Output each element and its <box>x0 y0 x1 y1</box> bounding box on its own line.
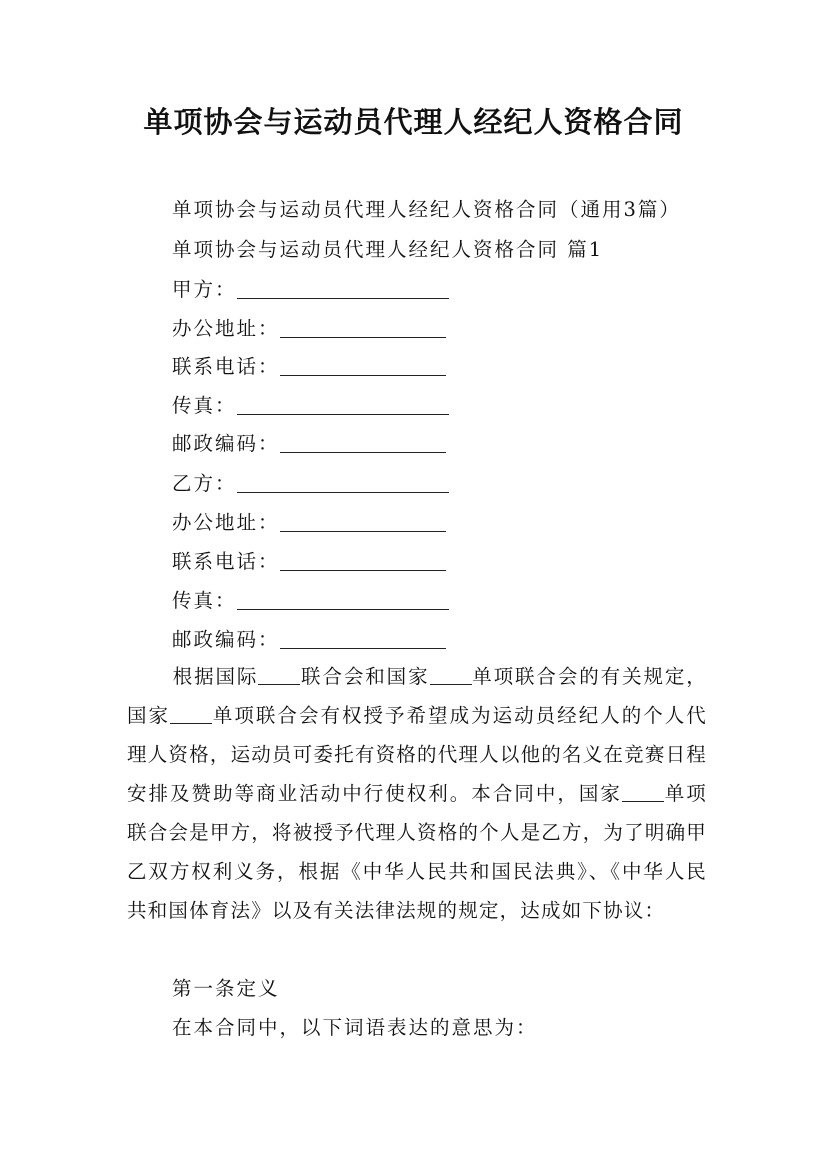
paragraph-text: 根据国际 <box>172 665 259 688</box>
party-b-postcode-label: 邮政编码： <box>172 628 280 651</box>
party-a-office-label: 办公地址： <box>172 317 280 340</box>
party-b-phone-blank <box>280 550 446 571</box>
party-b-fax-row <box>172 589 449 613</box>
paragraph-text: 单项联合会有权授予希望成为运动员经纪人的个人代理人资格，运动员可委托有资格的代理人以他的名义在竞赛日程安排及赞助等商业活动中行使权利。本合同中，国家 <box>127 704 707 805</box>
party-a-phone-label: 联系电话： <box>172 355 280 378</box>
party-a-phone-row <box>172 355 446 379</box>
party-b-phone-label: 联系电话： <box>172 550 280 573</box>
party-b-postcode-row <box>172 628 446 652</box>
party-a-office-blank <box>280 317 446 338</box>
document-subtitle: 单项协会与运动员代理人经纪人资格合同（通用3篇） <box>172 198 681 221</box>
party-b-fax-blank <box>237 589 449 610</box>
party-b-fax-label: 传真： <box>172 589 237 612</box>
fill-in-blank <box>258 666 300 685</box>
party-a-office-row <box>172 317 446 341</box>
party-a-row <box>172 278 449 302</box>
party-a-label: 甲方： <box>172 278 237 301</box>
paragraph-text: 联合会和国家 <box>300 665 430 688</box>
party-b-label: 乙方： <box>172 472 237 495</box>
party-a-postcode-row <box>172 432 446 456</box>
paragraph-text: 单项联合会是甲方，将被授予代理人资格的个人是乙方，为了明确甲乙双方权利义务，根据《中华人民共和国民法典》、《中华人民共和国体育法》以及有关法律法规的规定，达成如下协议： <box>127 782 707 922</box>
party-a-fax-row <box>172 394 449 418</box>
party-a-fax-label: 传真： <box>172 394 237 417</box>
fill-in-blank <box>170 705 212 724</box>
agreement-paragraph <box>127 657 707 930</box>
document-title: 单项协会与运动员代理人经纪人资格合同 <box>143 105 684 139</box>
party-b-phone-row <box>172 550 446 574</box>
party-a-postcode-label: 邮政编码： <box>172 432 280 455</box>
party-a-phone-blank <box>280 355 446 376</box>
paragraph-text: 单项联合会的有关规定，国家 <box>127 665 707 727</box>
party-b-office-blank <box>280 511 446 532</box>
article-1-title: 第一条定义 <box>172 977 280 1000</box>
party-b-office-label: 办公地址： <box>172 511 280 534</box>
party-a-postcode-blank <box>280 432 446 453</box>
section-heading: 单项协会与运动员代理人经纪人资格合同 篇1 <box>172 238 604 261</box>
party-b-row <box>172 472 449 496</box>
party-b-postcode-blank <box>280 628 446 649</box>
fill-in-blank <box>622 783 664 802</box>
party-b-blank <box>237 472 449 493</box>
party-b-office-row <box>172 511 446 535</box>
fill-in-blank <box>430 666 472 685</box>
party-a-fax-blank <box>237 394 449 415</box>
article-1-text: 在本合同中，以下词语表达的意思为： <box>172 1016 538 1039</box>
party-a-blank <box>237 278 449 299</box>
